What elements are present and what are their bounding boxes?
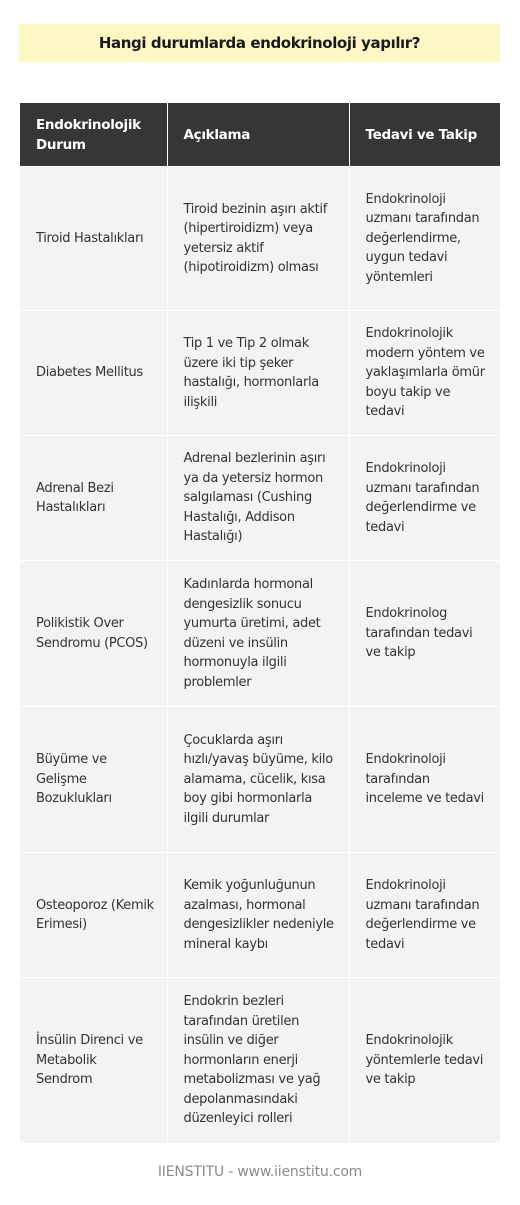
table-row [20, 853, 500, 978]
table-row [20, 561, 500, 707]
condition-cell: Büyüme ve Gelişme Bozuklukları [20, 707, 167, 853]
treatment-cell: Endokrinoloji uzmanı tarafından değerlendirme, uygun tedavi yöntemleri [349, 167, 500, 311]
condition-cell: Diabetes Mellitus [20, 311, 167, 436]
endocrinology-table [20, 103, 500, 1143]
column-header-description: Açıklama [167, 103, 349, 167]
description-cell: Tip 1 ve Tip 2 olmak üzere iki tip şeker hastalığı, hormonlarla ilişkili [167, 311, 349, 436]
condition-cell: Polikistik Over Sendromu (PCOS) [20, 561, 167, 707]
table-row [20, 707, 500, 853]
table-header-row [20, 103, 500, 167]
table-row [20, 311, 500, 436]
treatment-cell: Endokrinoloji tarafından inceleme ve tedavi [349, 707, 500, 853]
description-cell: Kemik yoğunluğunun azalması, hormonal dengesizlikler nedeniyle mineral kaybı [167, 853, 349, 978]
condition-cell: İnsülin Direnci ve Metabolik Sendrom [20, 978, 167, 1143]
column-header-treatment: Tedavi ve Takip [349, 103, 500, 167]
treatment-cell: Endokrinolojik yöntemlerle tedavi ve takip [349, 978, 500, 1143]
condition-cell: Osteoporoz (Kemik Erimesi) [20, 853, 167, 978]
description-cell: Adrenal bezlerinin aşırı ya da yetersiz hormon salgılaması (Cushing Hastalığı, Addison Hastalığı) [167, 436, 349, 561]
table-row [20, 978, 500, 1143]
table-row [20, 167, 500, 311]
page-title: Hangi durumlarda endokrinoloji yapılır? [19, 24, 500, 62]
treatment-cell: Endokrinoloji uzmanı tarafından değerlendirme ve tedavi [349, 853, 500, 978]
table-row [20, 436, 500, 561]
column-header-condition: Endokrinolojik Durum [20, 103, 167, 167]
treatment-cell: Endokrinolog tarafından tedavi ve takip [349, 561, 500, 707]
description-cell: Endokrin bezleri tarafından üretilen insülin ve diğer hormonların enerji metabolizması ve yağ depolanmasındaki düzenleyici rolleri [167, 978, 349, 1143]
description-cell: Çocuklarda aşırı hızlı/yavaş büyüme, kilo alamama, cücelik, kısa boy gibi hormonlarla ilgili durumlar [167, 707, 349, 853]
condition-cell: Adrenal Bezi Hastalıkları [20, 436, 167, 561]
treatment-cell: Endokrinoloji uzmanı tarafından değerlendirme ve tedavi [349, 436, 500, 561]
footer-credit: IIENSTITU - www.iienstitu.com [157, 1164, 363, 1180]
condition-cell: Tiroid Hastalıkları [20, 167, 167, 311]
description-cell: Tiroid bezinin aşırı aktif (hipertiroidizm) veya yetersiz aktif (hipotiroidizm) olması [167, 167, 349, 311]
treatment-cell: Endokrinolojik modern yöntem ve yaklaşımlarla ömür boyu takip ve tedavi [349, 311, 500, 436]
description-cell: Kadınlarda hormonal dengesizlik sonucu yumurta üretimi, adet düzeni ve insülin hormonuyla ilgili problemler [167, 561, 349, 707]
